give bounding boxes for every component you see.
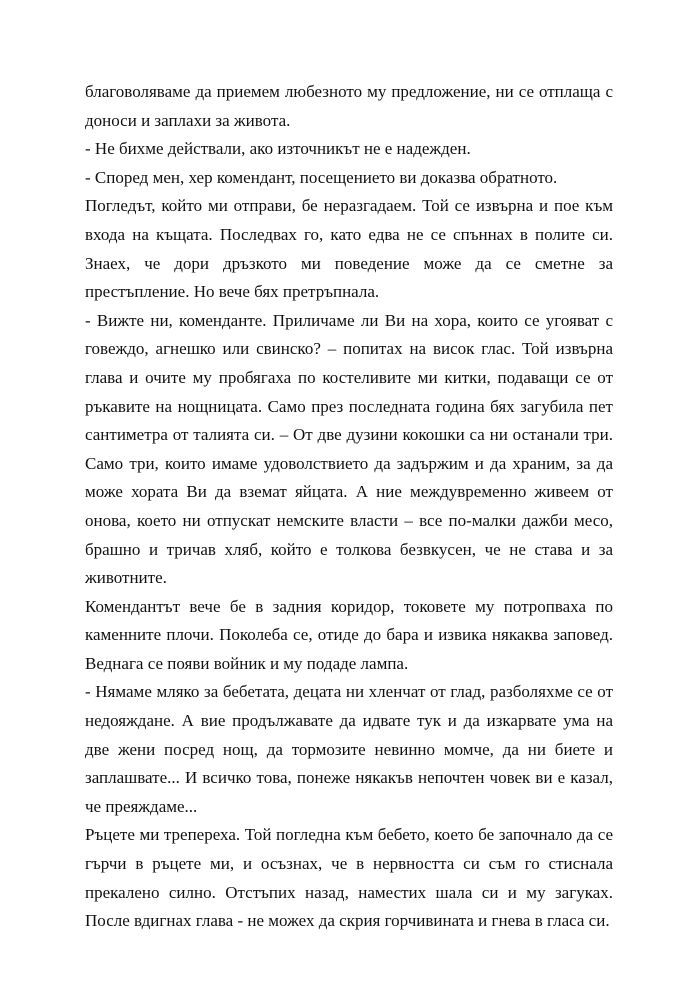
- body-text: [85, 78, 613, 936]
- paragraph: - Според мен, хер комендант, посещението ви доказва обратното.: [85, 167, 558, 187]
- paragraph: благоволяваме да приемем любезното му предложение, ни се отплаща с доноси и заплахи за живота.: [85, 82, 613, 130]
- paragraph: - Нямаме мляко за бебетата, децата ни хленчат от глад, разболяхме се от недояждане. А вие продължавате да идвате тук и да изкарвате ума на две жени посред нощ, да тормозите невинно момче, да ни биете и заплашвате... И всичко това, понеже някакъв непочтен човек ви е казал, че преяждаме...: [85, 682, 613, 816]
- paragraph: - Вижте ни, коменданте. Приличаме ли Ви на хора, които се угояват с говеждо, агнешко или свинско? – попитах на висок глас. Той извърна глава и очите му пробягаха по костеливите ми китки, подаващи се от ръкавите на нощницата. Само през последната година бях загубила пет сантиметра от талията си. – От две дузини кокошки са ни останали три. Само три, които имаме удоволствието да задържим и да храним, за да може хората Ви да вземат яйцата. А ние междувременно живеем от онова, което ни отпускат немските власти – все по-малки дажби месо, брашно и тричав хляб, който е толкова безвкусен, че не става и за животните.: [85, 310, 613, 588]
- paragraph: Ръцете ми трепереха. Той погледна към бебето, което бе започнало да се гърчи в ръцете ми, и осъзнах, че в нервността си съм го стиснала прекалено силно. Отстъпих назад, наместих шала си и му загуках. После вдигнах глава - не можех да скрия горчивината и гнева в гласа си.: [85, 825, 613, 931]
- paragraph: Комендантът вече бе в задния коридор, токовете му потропваха по каменните плочи. Поколеба се, отиде до бара и извика някаква заповед. Веднага се появи войник и му подаде лампа.: [85, 596, 613, 673]
- paragraph: Погледът, който ми отправи, бе неразгадаем. Той се извърна и пое към входа на къщата. Последвах го, като едва не се спъннах в полите си. Знаех, че дори дръзкото ми поведение може да се сметне за престъпление. Но вече бях претръпнала.: [85, 196, 613, 302]
- paragraph: - Не бихме действали, ако източникът не е надежден.: [85, 139, 471, 159]
